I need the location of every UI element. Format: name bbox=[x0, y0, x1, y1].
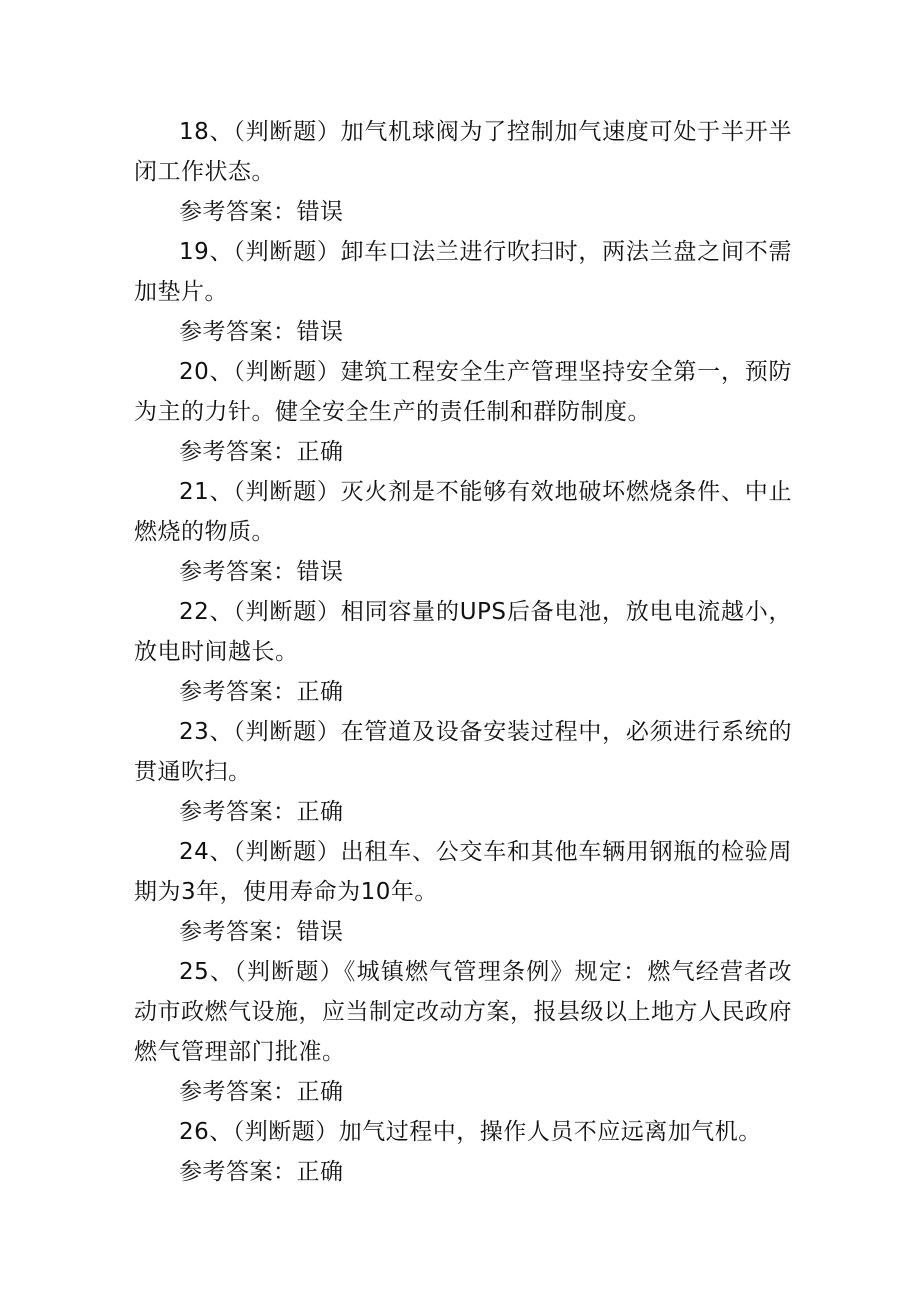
question-23: 23、（判断题）在管道及设备安装过程中，必须进行系统的贯通吹扫。 bbox=[134, 719, 792, 785]
answer-18: 参考答案：错误 bbox=[179, 199, 344, 225]
answer-23: 参考答案：正确 bbox=[179, 799, 344, 825]
question-20: 20、（判断题）建筑工程安全生产管理坚持安全第一，预防为主的力针。健全安全生产的责任制和群防制度。 bbox=[134, 359, 792, 425]
question-24: 24、（判断题）出租车、公交车和其他车辆用钢瓶的检验周期为3年，使用寿命为10年。 bbox=[134, 839, 792, 905]
answer-21: 参考答案：错误 bbox=[179, 559, 344, 585]
question-21: 21、（判断题）灭火剂是不能够有效地破坏燃烧条件、中止燃烧的物质。 bbox=[134, 479, 792, 545]
question-25: 25、（判断题）《城镇燃气管理条例》规定：燃气经营者改动市政燃气设施，应当制定改动方案，报县级以上地方人民政府燃气管理部门批准。 bbox=[134, 959, 792, 1065]
answer-19: 参考答案：错误 bbox=[179, 319, 344, 345]
answer-20: 参考答案：正确 bbox=[179, 439, 344, 465]
question-19: 19、（判断题）卸车口法兰进行吹扫时，两法兰盘之间不需加垫片。 bbox=[134, 239, 792, 305]
question-18: 18、（判断题）加气机球阀为了控制加气速度可处于半开半闭工作状态。 bbox=[134, 119, 792, 185]
question-26: 26、（判断题）加气过程中，操作人员不应远离加气机。 bbox=[179, 1119, 762, 1145]
answer-25: 参考答案：正确 bbox=[179, 1079, 344, 1105]
question-22: 22、（判断题）相同容量的UPS后备电池，放电电流越小，放电时间越长。 bbox=[134, 599, 792, 665]
answer-24: 参考答案：错误 bbox=[179, 919, 344, 945]
answer-26: 参考答案：正确 bbox=[179, 1159, 344, 1185]
answer-22: 参考答案：正确 bbox=[179, 679, 344, 705]
